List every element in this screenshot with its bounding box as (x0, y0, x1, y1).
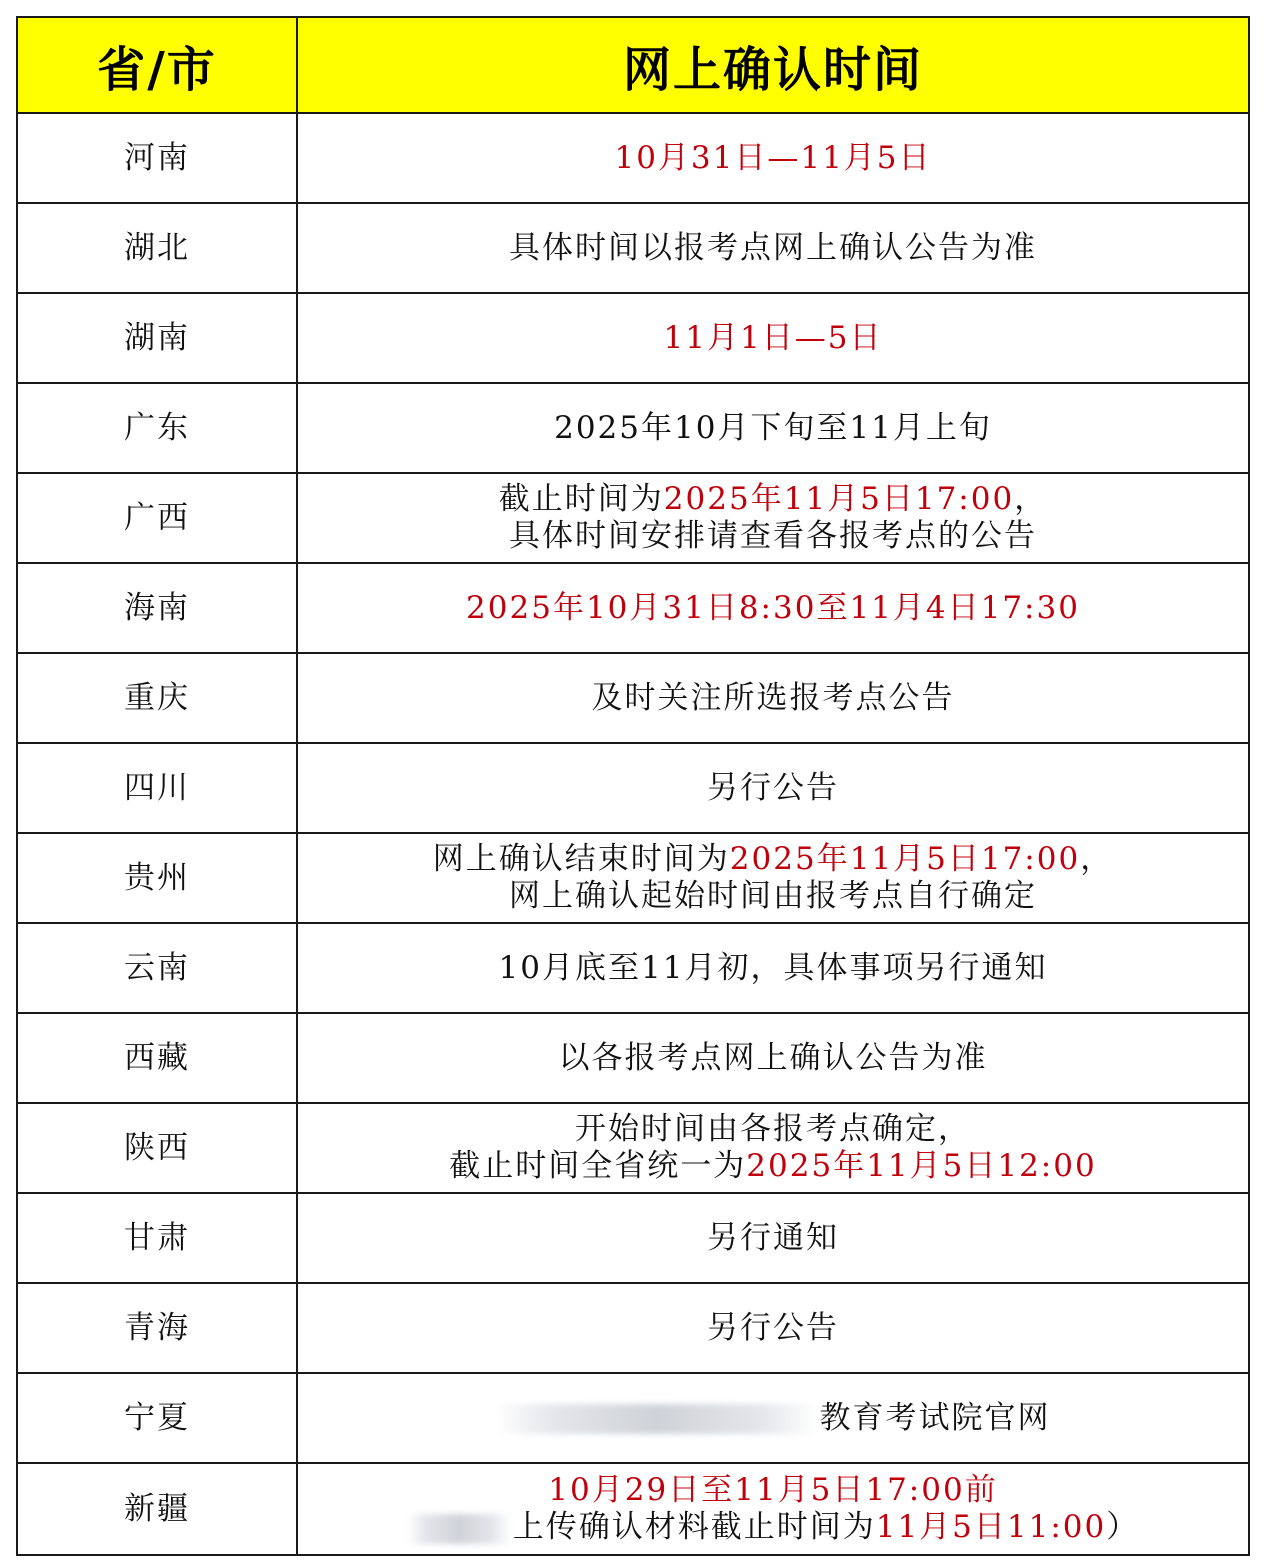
table-row (17, 383, 1249, 473)
time-text: 另行公告 (707, 769, 839, 806)
confirm-time-cell (297, 473, 1249, 563)
time-line (298, 1111, 1248, 1148)
table-row (17, 203, 1249, 293)
table-row (17, 473, 1249, 563)
time-text: 另行公告 (707, 1309, 839, 1346)
time-text: 网上确认起始时间由报考点自行确定 (509, 878, 1037, 914)
time-text: 开始时间由各报考点确定， (575, 1111, 971, 1147)
time-line (298, 230, 1248, 267)
highlighted-date-text: 10月29日至11月5日17:00前 (548, 1472, 998, 1508)
highlighted-date-text: 11月1日—5日 (663, 319, 883, 356)
confirm-time-cell (297, 1373, 1249, 1463)
confirm-time-cell (297, 203, 1249, 293)
time-text: 网上确认结束时间为 (432, 841, 730, 877)
province-cell: 广西 (17, 473, 297, 563)
table-header-row (17, 17, 1249, 113)
table-row (17, 1193, 1249, 1283)
province-cell: 宁夏 (17, 1373, 297, 1463)
table-row (17, 1103, 1249, 1193)
time-text: 截止时间为 (498, 481, 664, 517)
time-line (298, 680, 1248, 717)
highlighted-date-text: 11月5日11:00 (875, 1509, 1107, 1545)
time-line (298, 770, 1248, 807)
time-text: 上传确认材料截止时间为 (512, 1509, 876, 1545)
table-row (17, 833, 1249, 923)
table-row (17, 743, 1249, 833)
time-line (298, 878, 1248, 915)
time-text: 10月底至11月初，具体事项另行通知 (498, 949, 1048, 986)
time-text: 另行通知 (707, 1219, 839, 1256)
time-line (298, 841, 1248, 878)
time-text: 具体时间以报考点网上确认公告为准 (509, 229, 1037, 266)
table-row (17, 1013, 1249, 1103)
time-line (298, 950, 1248, 987)
time-text: 教育考试院官网 (819, 1399, 1051, 1436)
time-line (298, 1220, 1248, 1257)
time-text: 截止时间全省统一为 (449, 1148, 747, 1184)
province-cell: 四川 (17, 743, 297, 833)
time-line (298, 1310, 1248, 1347)
table-row (17, 293, 1249, 383)
confirm-time-cell (297, 1103, 1249, 1193)
time-text: 及时关注所选报考点公告 (591, 679, 955, 716)
time-line (298, 410, 1248, 447)
redacted-blur (407, 1514, 511, 1544)
province-cell: 河南 (17, 113, 297, 203)
province-cell: 新疆 (17, 1463, 297, 1555)
time-text: 以各报考点网上确认公告为准 (558, 1039, 988, 1076)
province-cell: 重庆 (17, 653, 297, 743)
table-row (17, 653, 1249, 743)
header-confirm-time: 网上确认时间 (297, 17, 1249, 113)
confirm-time-cell (297, 833, 1249, 923)
time-line (298, 518, 1248, 555)
confirm-time-cell (297, 113, 1249, 203)
table-row (17, 563, 1249, 653)
confirm-time-cell (297, 743, 1249, 833)
time-text: ） (1106, 1509, 1140, 1545)
time-text: ， (1014, 481, 1048, 517)
province-cell: 青海 (17, 1283, 297, 1373)
province-cell: 湖北 (17, 203, 297, 293)
time-text: ， (1080, 841, 1114, 877)
confirm-time-cell (297, 563, 1249, 653)
header-province: 省/市 (17, 17, 297, 113)
table-row (17, 113, 1249, 203)
time-line (298, 1400, 1248, 1437)
province-cell: 陕西 (17, 1103, 297, 1193)
highlighted-date-text: 2025年10月31日8:30至11月4日17:30 (466, 589, 1080, 626)
table-row (17, 1373, 1249, 1463)
confirm-time-cell (297, 1283, 1249, 1373)
table-row (17, 1283, 1249, 1373)
province-cell: 甘肃 (17, 1193, 297, 1283)
table-row (17, 923, 1249, 1013)
confirm-time-cell (297, 293, 1249, 383)
table-row (17, 1463, 1249, 1555)
province-cell: 广东 (17, 383, 297, 473)
province-cell: 贵州 (17, 833, 297, 923)
confirm-time-cell (297, 923, 1249, 1013)
confirm-time-cell (297, 1193, 1249, 1283)
province-cell: 海南 (17, 563, 297, 653)
table-body (17, 113, 1249, 1555)
highlighted-date-text: 2025年11月5日12:00 (746, 1148, 1097, 1184)
highlighted-date-text: 2025年11月5日17:00 (729, 841, 1081, 877)
province-cell: 西藏 (17, 1013, 297, 1103)
highlighted-date-text: 10月31日—11月5日 (614, 139, 932, 176)
time-line (298, 320, 1248, 357)
confirm-time-cell (297, 1463, 1249, 1555)
confirm-time-cell (297, 653, 1249, 743)
time-text: 2025年10月下旬至11月上旬 (554, 409, 992, 446)
time-line (298, 1472, 1248, 1509)
confirmation-time-table (16, 16, 1250, 1556)
time-line (298, 590, 1248, 627)
time-line (298, 1509, 1248, 1546)
time-line (298, 481, 1248, 518)
province-cell: 湖南 (17, 293, 297, 383)
province-cell: 云南 (17, 923, 297, 1013)
time-text: 具体时间安排请查看各报考点的公告 (509, 518, 1037, 554)
highlighted-date-text: 2025年11月5日17:00 (663, 481, 1015, 517)
time-line (298, 140, 1248, 177)
time-line (298, 1040, 1248, 1077)
redacted-blur (496, 1404, 818, 1434)
confirm-time-cell (297, 1013, 1249, 1103)
time-line (298, 1148, 1248, 1185)
confirm-time-cell (297, 383, 1249, 473)
